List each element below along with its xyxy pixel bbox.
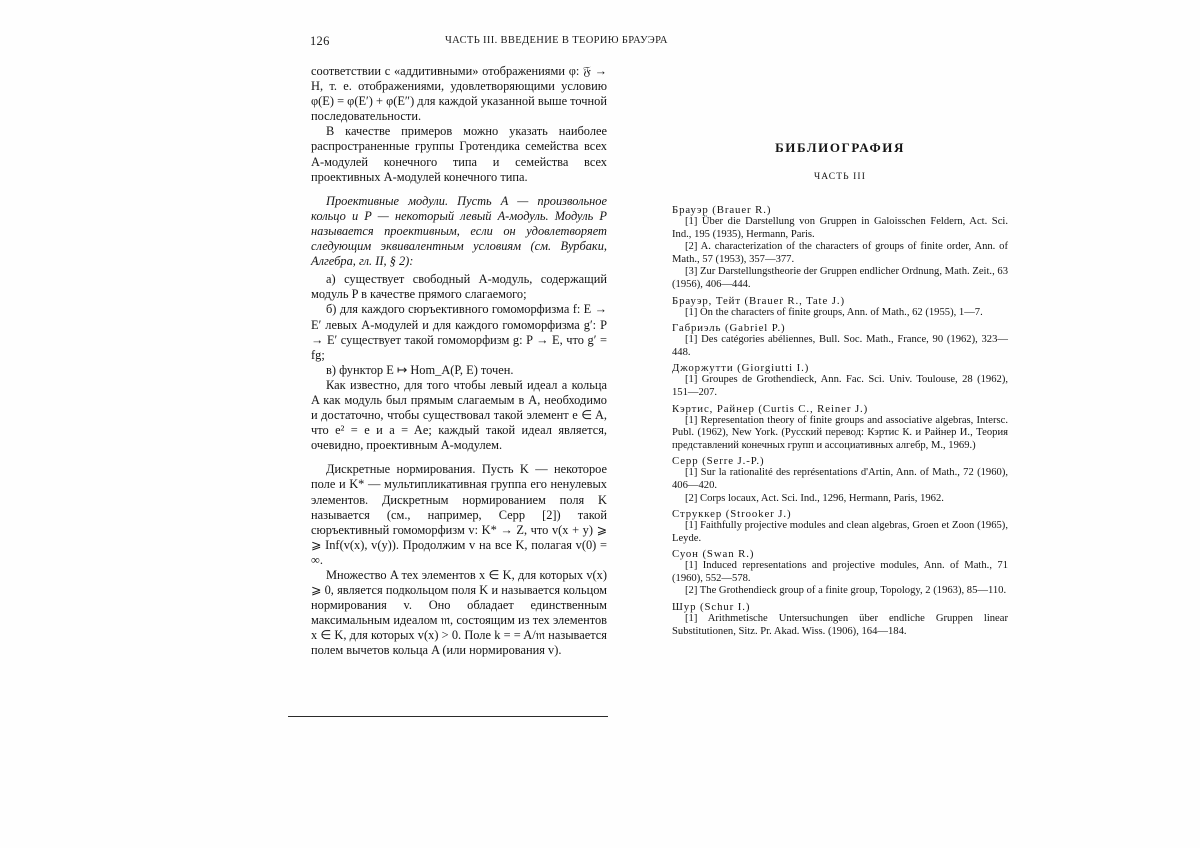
bibliography-entry — [672, 508, 1008, 545]
footer-rule — [288, 716, 608, 717]
bibliography-entry — [672, 295, 1008, 320]
bibliography-subtitle: ЧАСТЬ III — [814, 172, 866, 182]
bibliography-reference: [1] Sur la rationalité des représentations d'Artin, Ann. of Math., 72 (1960), 406—420. — [672, 467, 1008, 491]
bibliography-entry — [672, 322, 1008, 359]
bibliography-reference: [1] Des catégories abéliennes, Bull. Soc. Math., France, 90 (1962), 323—448. — [672, 334, 1008, 358]
running-head — [310, 34, 910, 48]
bibliography-author: Брауэр (Brauer R.) — [672, 204, 772, 216]
bibliography-author: Серр (Serre J.-P.) — [672, 455, 765, 468]
page-folio: 126 — [310, 34, 330, 48]
paragraph: соответствии с «аддитивными» отображениями φ: 𝔉 → H, т. е. отображениями, удовлетворяющими условию φ(E) = φ(E′) + φ(E″) для каждой указанной выше точной последовательности. — [311, 64, 607, 124]
bibliography-author: Суон (Swan R.) — [672, 548, 755, 561]
paragraph: Как известно, для того чтобы левый идеал a кольца A как модуль был прямым слагаемым в A, необходимо и достаточно, чтобы существовал такой элемент e ∈ A, что e² = e и a = Ae; каждый такой идеал является, очевидно, проективным A-модулем. — [311, 377, 607, 453]
bibliography-entry — [672, 601, 1008, 638]
paragraph: Множество A тех элементов x ∈ K, для которых v(x) ⩾ 0, является подкольцом поля K и называется кольцом нормирования v. Оно обладает единственным максимальным идеалом 𝔪, состоящим из тех элементов x ∈ K, для которых v(x) > 0. Поле k = = A/𝔪 называется полем вычетов кольца A (или нормирования v). — [311, 568, 607, 658]
running-head-title: ЧАСТЬ III. ВВЕДЕНИЕ В ТЕОРИЮ БРАУЭРА — [445, 35, 668, 46]
bibliography-entry — [672, 403, 1008, 453]
bibliography-author: Кэртис, Райнер (Curtis C., Reiner J.) — [672, 402, 869, 415]
bibliography-reference: [3] Zur Darstellungstheorie der Gruppen endlicher Ordnung, Math. Zeit., 63 (1956), 406—444. — [672, 266, 1008, 290]
bibliography-reference: [2] A. characterization of the characters of groups of finite order, Ann. of Math., 57 (1953), 357—377. — [672, 241, 1008, 265]
paragraph: Дискретные нормирования. Пусть K — некоторое поле и K* — мультипликативная группа его ненулевых элементов. Дискретным нормированием поля K называется (см., например, Серр [2]) такой сюръективный гомоморфизм v: K* → Z, что v(x + y) ⩾ ⩾ Inf(v(x), v(y)). Продолжим v на все K, полагая v(0) = ∞. — [311, 462, 607, 567]
paragraph: а) существует свободный A-модуль, содержащий модуль P в качестве прямого слагаемого; — [311, 272, 607, 302]
bibliography-reference: [1] Über die Darstellung von Gruppen in Galoisschen Feldern, Act. Sci. Ind., 195 (1935), Hermann, Paris. — [672, 216, 1008, 240]
bibliography-reference: [1] Groupes de Grothendieck, Ann. Fac. Sci. Univ. Toulouse, 28 (1962), 151—207. — [672, 374, 1008, 398]
bibliography-author: Брауэр, Тейт (Brauer R., Tate J.) — [672, 294, 845, 307]
paragraph: Проективные модули. Пусть A — произвольное кольцо и P — некоторый левый A-модуль. Модуль P называется проективным, если он удовлетворяет следующим эквивалентным условиям (см. Вурбаки, Алгебра, гл. II, § 2): — [311, 193, 607, 269]
bibliography-title: БИБЛИОГРАФИЯ — [775, 140, 905, 155]
bibliography-author: Джоржутти (Giorgiutti I.) — [672, 362, 810, 375]
bibliography-reference: [2] The Grothendieck group of a finite group, Topology, 2 (1963), 85—110. — [685, 585, 1007, 597]
bibliography-reference: [2] Corps locaux, Act. Sci. Ind., 1296, Hermann, Paris, 1962. — [685, 492, 944, 504]
paragraph: в) функтор E ↦ Hom_A(P, E) точен. — [326, 362, 514, 377]
bibliography-reference: [1] On the characters of finite groups, Ann. of Math., 62 (1955), 1—7. — [685, 306, 983, 318]
bibliography-reference: [1] Arithmetische Untersuchungen über endliche Gruppen linear Substitutionen, Sitz. Pr. Akad. Wiss. (1906), 164—184. — [672, 613, 1008, 637]
bibliography-author: Габриэль (Gabriel P.) — [672, 322, 786, 335]
bibliography-reference: [1] Representation theory of finite groups and associative algebras, Intersc. Publ. (1962), New York. (Русский перевод: Кэртис К. и Райнер И., Теория представлений конечных групп и ассоциативных алгебр, М., 1969.) — [672, 414, 1008, 451]
bibliography-author: Шур (Schur I.) — [672, 601, 751, 614]
bibliography-entry — [672, 362, 1008, 399]
bibliography-entry — [672, 204, 1008, 292]
paragraph: б) для каждого сюръективного гомоморфизма f: E → E′ левых A-модулей и для каждого гомоморфизма g′: P → E′ существует такой гомоморфизм g: P → E, что g′ = fg; — [311, 302, 607, 362]
bibliography-entry — [672, 455, 1008, 505]
paragraph: В качестве примеров можно указать наиболее распространенные группы Гротендика семейства всех A-модулей конечного типа и семейства всех проективных A-модулей конечного типа. — [311, 124, 607, 184]
bibliography-reference: [1] Induced representations and projective modules, Ann. of Math., 71 (1960), 552—578. — [672, 560, 1008, 584]
bibliography-column — [672, 140, 1008, 638]
left-text-column — [311, 64, 607, 659]
bibliography-author: Струккер (Strooker J.) — [672, 508, 792, 521]
bibliography-entry — [672, 548, 1008, 598]
bibliography-reference: [1] Faithfully projective modules and clean algebras, Groen et Zoon (1965), Leyde. — [672, 520, 1008, 544]
